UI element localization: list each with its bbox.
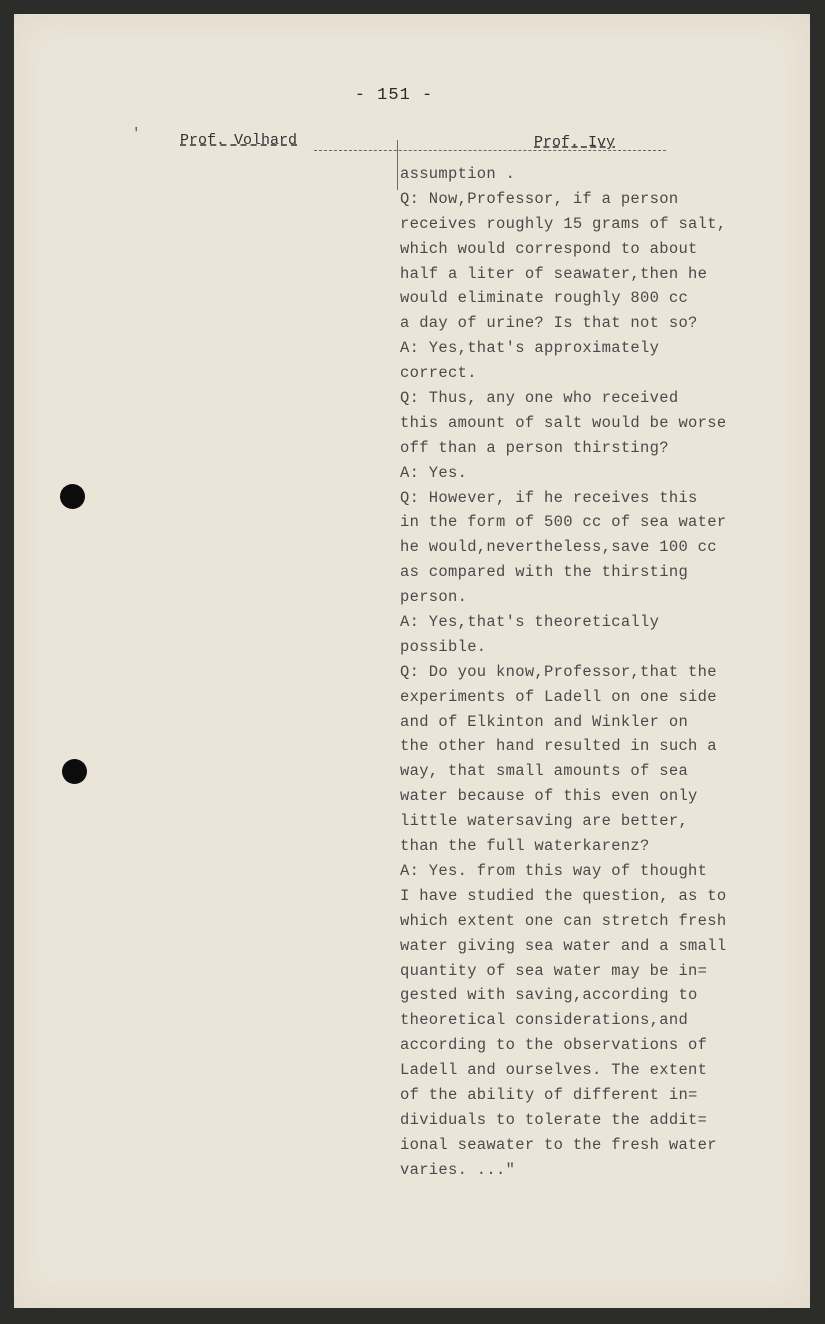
transcript-line: Q: Now,Professor, if a person <box>400 189 679 208</box>
transcript-line: of the ability of different in= <box>400 1085 698 1104</box>
column-divider <box>397 140 398 190</box>
transcript-line: assumption . <box>400 165 516 183</box>
transcript-line: off than a person thirsting? <box>400 438 669 457</box>
transcript-line: the other hand resulted in such a <box>400 737 717 756</box>
binder-hole-top <box>60 484 85 509</box>
transcript-line: I have studied the question, as to <box>400 886 727 905</box>
transcript-line: a day of urine? Is that not so? <box>400 314 698 333</box>
transcript-line: possible. <box>400 637 487 656</box>
transcript-line: theoretical considerations,and <box>400 1011 689 1030</box>
transcript-line: than the full waterkarenz? <box>400 837 650 856</box>
transcript-line: correct. <box>400 364 477 383</box>
transcript-line: half a liter of seawater,then he <box>400 264 708 283</box>
transcript-line: dividuals to tolerate the addit= <box>400 1110 708 1129</box>
transcript-line: which extent one can stretch fresh <box>400 911 727 930</box>
page-number: - 151 - <box>354 86 434 105</box>
transcript-line: this amount of salt would be worse <box>400 413 727 432</box>
transcript-line: varies. ..." <box>400 1160 516 1179</box>
transcript-line: way, that small amounts of sea <box>400 762 689 781</box>
transcript-line: quantity of sea water may be in= <box>400 961 708 980</box>
document-page <box>14 14 810 1308</box>
transcript-line: A: Yes. from this way of thought <box>400 861 708 880</box>
transcript-line: little watersaving are better, <box>400 812 689 831</box>
transcript-line: ional seawater to the fresh water <box>400 1135 717 1154</box>
transcript-line: receives roughly 15 grams of salt, <box>400 214 727 233</box>
margin-tick-mark: ' <box>132 126 141 142</box>
transcript-line: gested with saving,according to <box>400 986 698 1005</box>
transcript-line: water giving sea water and a small <box>400 936 727 955</box>
transcript-line: A: Yes,that's approximately <box>400 339 660 358</box>
transcript-line: A: Yes,that's theoretically <box>400 613 660 632</box>
transcript-line: he would,nevertheless,save 100 cc <box>400 538 717 557</box>
transcript-line: according to the observations of <box>400 1036 708 1055</box>
transcript-text <box>400 162 780 1183</box>
transcript-line: Q: Do you know,Professor,that the <box>400 662 717 681</box>
transcript-line: would eliminate roughly 800 cc <box>400 289 689 308</box>
transcript-line: as compared with the thirsting <box>400 563 689 582</box>
left-speaker-label: Prof. Volhard <box>180 132 298 149</box>
transcript-line: water because of this even only <box>400 787 698 806</box>
binder-hole-bottom <box>62 759 87 784</box>
transcript-line: in the form of 500 cc of sea water <box>400 513 727 532</box>
transcript-line: Q: However, if he receives this <box>400 488 698 507</box>
transcript-line: which would correspond to about <box>400 239 698 258</box>
transcript-line: person. <box>400 588 468 607</box>
transcript-line: and of Elkinton and Winkler on <box>400 712 689 731</box>
transcript-line: Q: Thus, any one who received <box>400 389 679 408</box>
transcript-line: experiments of Ladell on one side <box>400 687 717 706</box>
right-speaker-label: Prof. Ivy <box>534 134 616 151</box>
transcript-line: A: Yes. <box>400 463 468 482</box>
transcript-line: Ladell and ourselves. The extent <box>400 1061 708 1080</box>
